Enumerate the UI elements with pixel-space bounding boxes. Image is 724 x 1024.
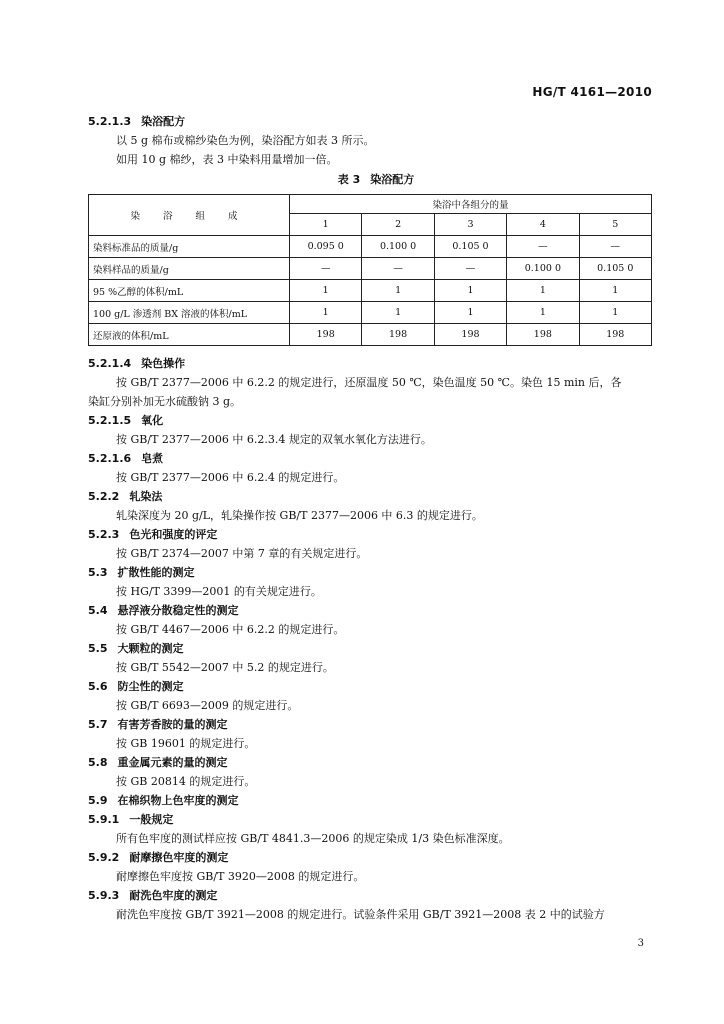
paragraph: 所有色牢度的测试样应按 GB/T 4841.3—2006 的规定染成 1/3 染色标准深度。 bbox=[116, 832, 510, 845]
table-cell: — bbox=[434, 258, 506, 280]
section-number: 5.4 bbox=[88, 604, 108, 617]
table-cell: 1 bbox=[290, 302, 362, 324]
dye-bath-recipe-table bbox=[88, 194, 652, 346]
paragraph: 按 GB/T 6693—2009 的规定进行。 bbox=[116, 699, 299, 712]
table-cell: 1 bbox=[579, 280, 651, 302]
standard-code: HG/T 4161—2010 bbox=[532, 85, 652, 99]
section-heading-5-2-3 bbox=[88, 525, 654, 544]
page-number: 3 bbox=[637, 938, 644, 949]
table-cell: 198 bbox=[362, 324, 434, 346]
table-cell: 0.105 0 bbox=[434, 236, 506, 258]
table-cell: 0.105 0 bbox=[579, 258, 651, 280]
table-caption bbox=[88, 170, 654, 190]
paragraph: 按 GB/T 5542—2007 中 5.2 的规定进行。 bbox=[116, 661, 334, 674]
paragraph: 如用 10 g 棉纱，表 3 中染料用量增加一倍。 bbox=[116, 153, 338, 166]
section-title: 皂煮 bbox=[141, 452, 164, 465]
section-heading-5-7 bbox=[88, 715, 654, 734]
table-cell: 1 bbox=[362, 302, 434, 324]
section-title: 在棉织物上色牢度的测定 bbox=[117, 794, 239, 807]
section-number: 5.9.3 bbox=[88, 889, 120, 902]
section-heading-5-5 bbox=[88, 639, 654, 658]
section-number: 5.6 bbox=[88, 680, 108, 693]
section-heading-5-9-2 bbox=[88, 848, 654, 867]
table-row bbox=[89, 302, 652, 324]
table-cell: 198 bbox=[507, 324, 579, 346]
section-title: 轧染法 bbox=[129, 490, 163, 503]
paragraph: 以 5 g 棉布或棉纱染色为例，染浴配方如表 3 所示。 bbox=[116, 134, 375, 147]
table-number: 表 3 bbox=[337, 173, 361, 186]
paragraph: 耐洗色牢度按 GB/T 3921—2008 的规定进行。试验条件采用 GB/T 3921—2008 表 2 中的试验方 bbox=[116, 908, 605, 921]
table-row-label: 还原液的体积/mL bbox=[89, 324, 290, 346]
section-title: 染色操作 bbox=[141, 357, 186, 370]
table-column-header: 3 bbox=[434, 214, 506, 236]
table-cell: — bbox=[579, 236, 651, 258]
table-cell: 0.100 0 bbox=[507, 258, 579, 280]
section-number: 5.2.1.4 bbox=[88, 357, 132, 370]
section-heading-5-8 bbox=[88, 753, 654, 772]
table-header-row bbox=[89, 195, 652, 214]
table-cell: 198 bbox=[290, 324, 362, 346]
document-body bbox=[88, 112, 654, 924]
paragraph: 按 GB/T 4467—2006 中 6.2.2 的规定进行。 bbox=[116, 623, 345, 636]
table-cell: — bbox=[362, 258, 434, 280]
section-number: 5.2.2 bbox=[88, 490, 120, 503]
section-heading-5-2-1-5 bbox=[88, 411, 654, 430]
table-row-label: 染料标准品的质量/g bbox=[89, 236, 290, 258]
section-title: 有害芳香胺的量的测定 bbox=[117, 718, 228, 731]
section-number: 5.2.1.5 bbox=[88, 414, 132, 427]
section-heading-5-4 bbox=[88, 601, 654, 620]
paragraph: 按 HG/T 3399—2001 的有关规定进行。 bbox=[116, 585, 322, 598]
section-heading-5-2-1-3 bbox=[88, 112, 654, 131]
section-number: 5.8 bbox=[88, 756, 108, 769]
paragraph: 按 GB 20814 的规定进行。 bbox=[116, 775, 256, 788]
paragraph: 按 GB/T 2377—2006 中 6.2.4 的规定进行。 bbox=[116, 471, 345, 484]
section-title: 氧化 bbox=[141, 414, 164, 427]
table-row bbox=[89, 236, 652, 258]
section-title: 扩散性能的测定 bbox=[117, 566, 195, 579]
section-number: 5.3 bbox=[88, 566, 108, 579]
section-title: 大颗粒的测定 bbox=[117, 642, 184, 655]
paragraph: 轧染深度为 20 g/L，轧染操作按 GB/T 2377—2006 中 6.3 的规定进行。 bbox=[116, 509, 483, 522]
table-row bbox=[89, 324, 652, 346]
table-cell: 1 bbox=[507, 302, 579, 324]
paragraph: 按 GB/T 2377—2006 中 6.2.2 的规定进行，还原温度 50 ℃，染色温度 50 ℃。染色 15 min 后，各 bbox=[116, 376, 622, 389]
section-title: 重金属元素的量的测定 bbox=[117, 756, 228, 769]
section-number: 5.9.1 bbox=[88, 813, 120, 826]
paragraph-continuation: 染缸分别补加无水硫酸钠 3 g。 bbox=[88, 395, 242, 408]
table-cell: 1 bbox=[290, 280, 362, 302]
section-heading-5-9-3 bbox=[88, 886, 654, 905]
table-title: 染浴配方 bbox=[370, 173, 415, 186]
section-title: 耐摩擦色牢度的测定 bbox=[129, 851, 229, 864]
paragraph: 按 GB 19601 的规定进行。 bbox=[116, 737, 256, 750]
table-cell: 1 bbox=[362, 280, 434, 302]
section-heading-5-9-1 bbox=[88, 810, 654, 829]
table-cell: 198 bbox=[579, 324, 651, 346]
table-column-header: 5 bbox=[579, 214, 651, 236]
section-title: 耐洗色牢度的测定 bbox=[129, 889, 218, 902]
section-title: 一般规定 bbox=[129, 813, 174, 826]
table-row bbox=[89, 280, 652, 302]
paragraph: 按 GB/T 2377—2006 中 6.2.3.4 规定的双氧水氧化方法进行。 bbox=[116, 433, 432, 446]
section-number: 5.2.3 bbox=[88, 528, 120, 541]
section-title: 染浴配方 bbox=[141, 115, 186, 128]
table-column-header: 2 bbox=[362, 214, 434, 236]
section-heading-5-6 bbox=[88, 677, 654, 696]
table-row-label: 染料样品的质量/g bbox=[89, 258, 290, 280]
table-cell: 1 bbox=[579, 302, 651, 324]
section-number: 5.9.2 bbox=[88, 851, 120, 864]
section-number: 5.5 bbox=[88, 642, 108, 655]
table-cell: 0.100 0 bbox=[362, 236, 434, 258]
table-row-label: 95 %乙醇的体积/mL bbox=[89, 280, 290, 302]
section-heading-5-2-1-6 bbox=[88, 449, 654, 468]
section-number: 5.7 bbox=[88, 718, 108, 731]
section-title: 色光和强度的评定 bbox=[129, 528, 218, 541]
section-title: 悬浮液分散稳定性的测定 bbox=[117, 604, 239, 617]
table-column-header: 1 bbox=[290, 214, 362, 236]
section-number: 5.9 bbox=[88, 794, 108, 807]
table-header-composition: 染 浴 组 成 bbox=[89, 195, 290, 236]
table-row-label: 100 g/L 渗透剂 BX 溶液的体积/mL bbox=[89, 302, 290, 324]
section-title: 防尘性的测定 bbox=[117, 680, 184, 693]
table-row bbox=[89, 258, 652, 280]
section-heading-5-2-2 bbox=[88, 487, 654, 506]
table-column-header: 4 bbox=[507, 214, 579, 236]
paragraph: 按 GB/T 2374—2007 中第 7 章的有关规定进行。 bbox=[116, 547, 368, 560]
section-heading-5-9 bbox=[88, 791, 654, 810]
paragraph: 耐摩擦色牢度按 GB/T 3920—2008 的规定进行。 bbox=[116, 870, 365, 883]
table-cell: 0.095 0 bbox=[290, 236, 362, 258]
table-cell: — bbox=[290, 258, 362, 280]
table-cell: 1 bbox=[434, 302, 506, 324]
table-cell: 1 bbox=[507, 280, 579, 302]
section-heading-5-3 bbox=[88, 563, 654, 582]
table-header-group: 染浴中各组分的量 bbox=[290, 195, 652, 214]
section-heading-5-2-1-4 bbox=[88, 354, 654, 373]
section-number: 5.2.1.6 bbox=[88, 452, 132, 465]
table-cell: 198 bbox=[434, 324, 506, 346]
section-number: 5.2.1.3 bbox=[88, 115, 132, 128]
table-cell: — bbox=[507, 236, 579, 258]
table-cell: 1 bbox=[434, 280, 506, 302]
